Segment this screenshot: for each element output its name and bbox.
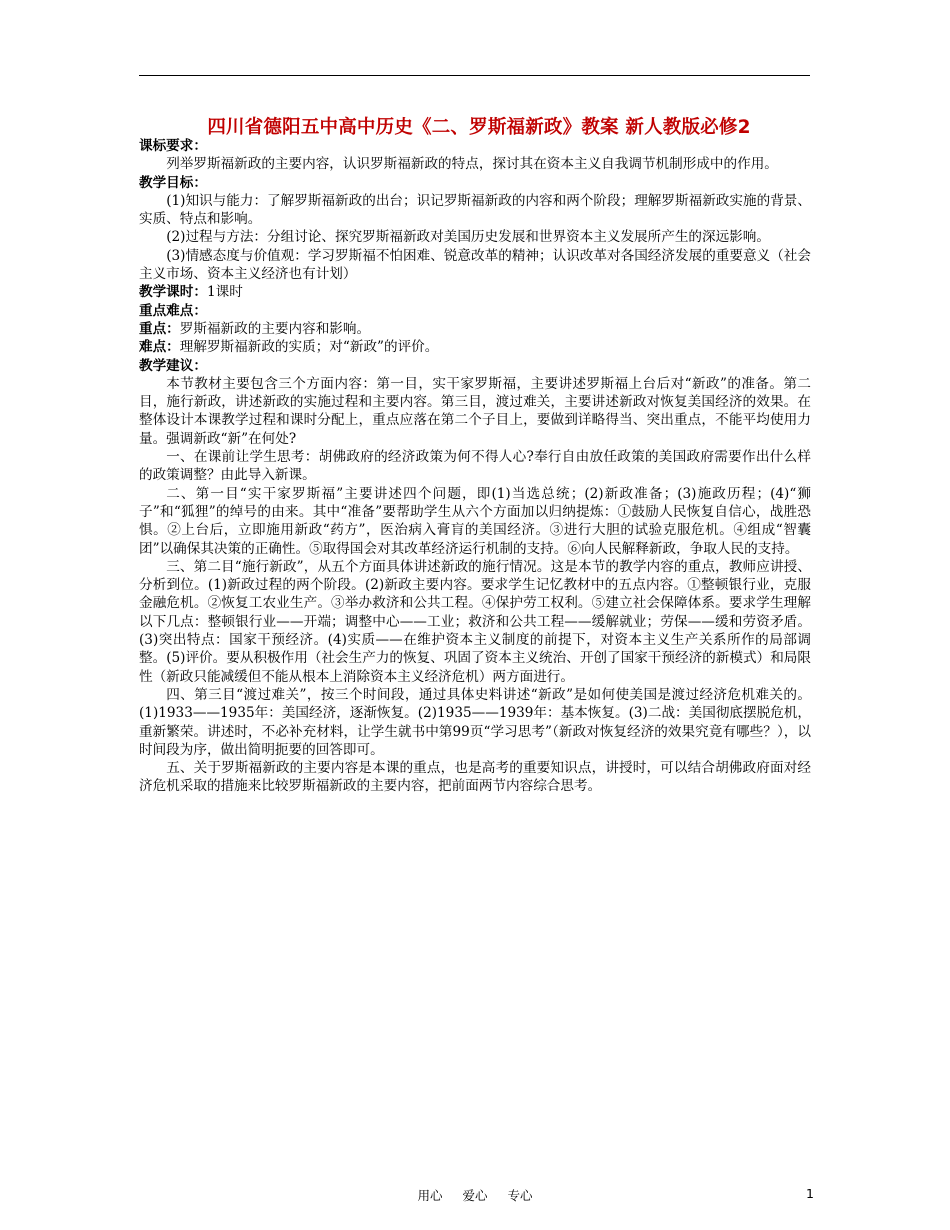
key-label: 重点： (139, 320, 180, 337)
advice-paragraph: 本节教材主要包含三个方面内容：第一目，实干家罗斯福，主要讲述罗斯福上台后对“新政”的准备。第二目，施行新政，讲述新政的实施过程和主要内容。第三目，渡过难关，主要讲述新政对恢复美国经济的效果。在整体设计本课教学过程和课时分配上，重点应落在第二个子目上，要做到详略得当、突出重点，不能平均使用力量。强调新政“新”在何处? (139, 375, 811, 447)
standard-heading: 课标要求： (139, 138, 207, 154)
period-heading: 教学课时： (139, 284, 207, 301)
advice-paragraph: 四、第三目“渡过难关”，按三个时间段，通过具体史料讲述“新政”是如何使美国是渡过经济危机难关的。(1)1933——1935年：美国经济，逐渐恢复。(2)1935——1939年：基本恢复。(3)二战：美国彻底摆脱危机，重新繁荣。讲述时，不必补充材料，让学生就书中第99页“学习思考”（新政对恢复经济的效果究竟有哪些？），以时间段为序，做出简明扼要的回答即可。 (139, 686, 811, 758)
period-line (139, 283, 811, 301)
header-rule (139, 75, 810, 76)
document-title: 四川省德阳五中高中历史《二、罗斯福新政》教案 新人教版必修2 (207, 117, 751, 138)
standard-text: 列举罗斯福新政的主要内容，认识罗斯福新政的特点，探讨其在资本主义自我调节机制形成中的作用。 (166, 156, 778, 173)
diff-text: 理解罗斯福新政的实质；对“新政”的评价。 (179, 339, 439, 356)
goal-attitude: (3)情感态度与价值观：学习罗斯福不怕困难、锐意改革的精神；认识改革对各国经济发展的重要意义（社会主义市场、资本主义经济也有计划） (139, 247, 811, 283)
advice-paragraph: 一、在课前让学生思考：胡佛政府的经济政策为何不得人心?奉行自由放任政策的美国政府需要作出什么样的政策调整？由此导入新课。 (139, 449, 811, 484)
goal-knowledge: (1)知识与能力：了解罗斯福新政的出台；识记罗斯福新政的内容和两个阶段；理解罗斯福新政实施的背景、实质、特点和影响。 (139, 192, 811, 228)
advice-heading: 教学建议： (139, 357, 207, 374)
key-line (139, 320, 811, 338)
goals-heading: 教学目标： (139, 174, 207, 191)
key-text: 罗斯福新政的主要内容和影响。 (179, 320, 371, 337)
diff-label: 难点： (139, 339, 180, 356)
document-body (139, 137, 811, 796)
advice-paragraph: 二、第一目“实干家罗斯福”主要讲述四个问题，即(1)当选总统；(2)新政准备；(3)施政历程；(4)“狮子”和“狐狸”的绰号的由来。其中“准备”要帮助学生从六个方面加以归纳提炼：①鼓励人民恢复自信心，战胜恐惧。②上台后，立即施用新政“药方”，医治病入膏肓的美国经济。③进行大胆的试验克服危机。④组成“智囊团”以确保其决策的正确性。⑤取得国会对其改革经济运行机制的支持。⑥向人民解释新政，争取人民的支持。 (139, 485, 811, 557)
diff-line (139, 338, 811, 356)
footer-motto: 用心 爱心 专心 (417, 1188, 533, 1203)
advice-paragraph: 五、关于罗斯福新政的主要内容是本课的重点，也是高考的重要知识点，讲授时，可以结合胡佛政府面对经济危机采取的措施来比较罗斯福新政的主要内容，把前面两节内容综合思考。 (139, 760, 811, 795)
period-text: 1课时 (206, 284, 243, 301)
goal-process: (2)过程与方法：分组讨论、探究罗斯福新政对美国历史发展和世界资本主义发展所产生的深远影响。 (166, 229, 770, 246)
keydiff-heading: 重点难点： (139, 302, 207, 319)
advice-paragraph: 三、第二目“施行新政”，从五个方面具体讲述新政的施行情况。这是本节的教学内容的重点，教师应讲授、分析到位。(1)新政过程的两个阶段。(2)新政主要内容。要求学生记忆教材中的五点内容。①整顿银行业，克服金融危机。②恢复工农业生产。③举办救济和公共工程。④保护劳工权利。⑤建立社会保障体系。要求学生理解以下几点：整顿银行业——开端；调整中心——工业；救济和公共工程——缓解就业；劳保——缓和劳资矛盾。(3)突出特点：国家干预经济。(4)实质——在维护资本主义制度的前提下，对资本主义生产关系所作的局部调整。(5)评价。要从积极作用（社会生产力的恢复、巩固了资本主义统治、开创了国家干预经济的新模式）和局限性（新政只能减缓但不能从根本上消除资本主义经济危机）两方面进行。 (139, 558, 811, 685)
page-number: 1 (806, 1186, 814, 1201)
